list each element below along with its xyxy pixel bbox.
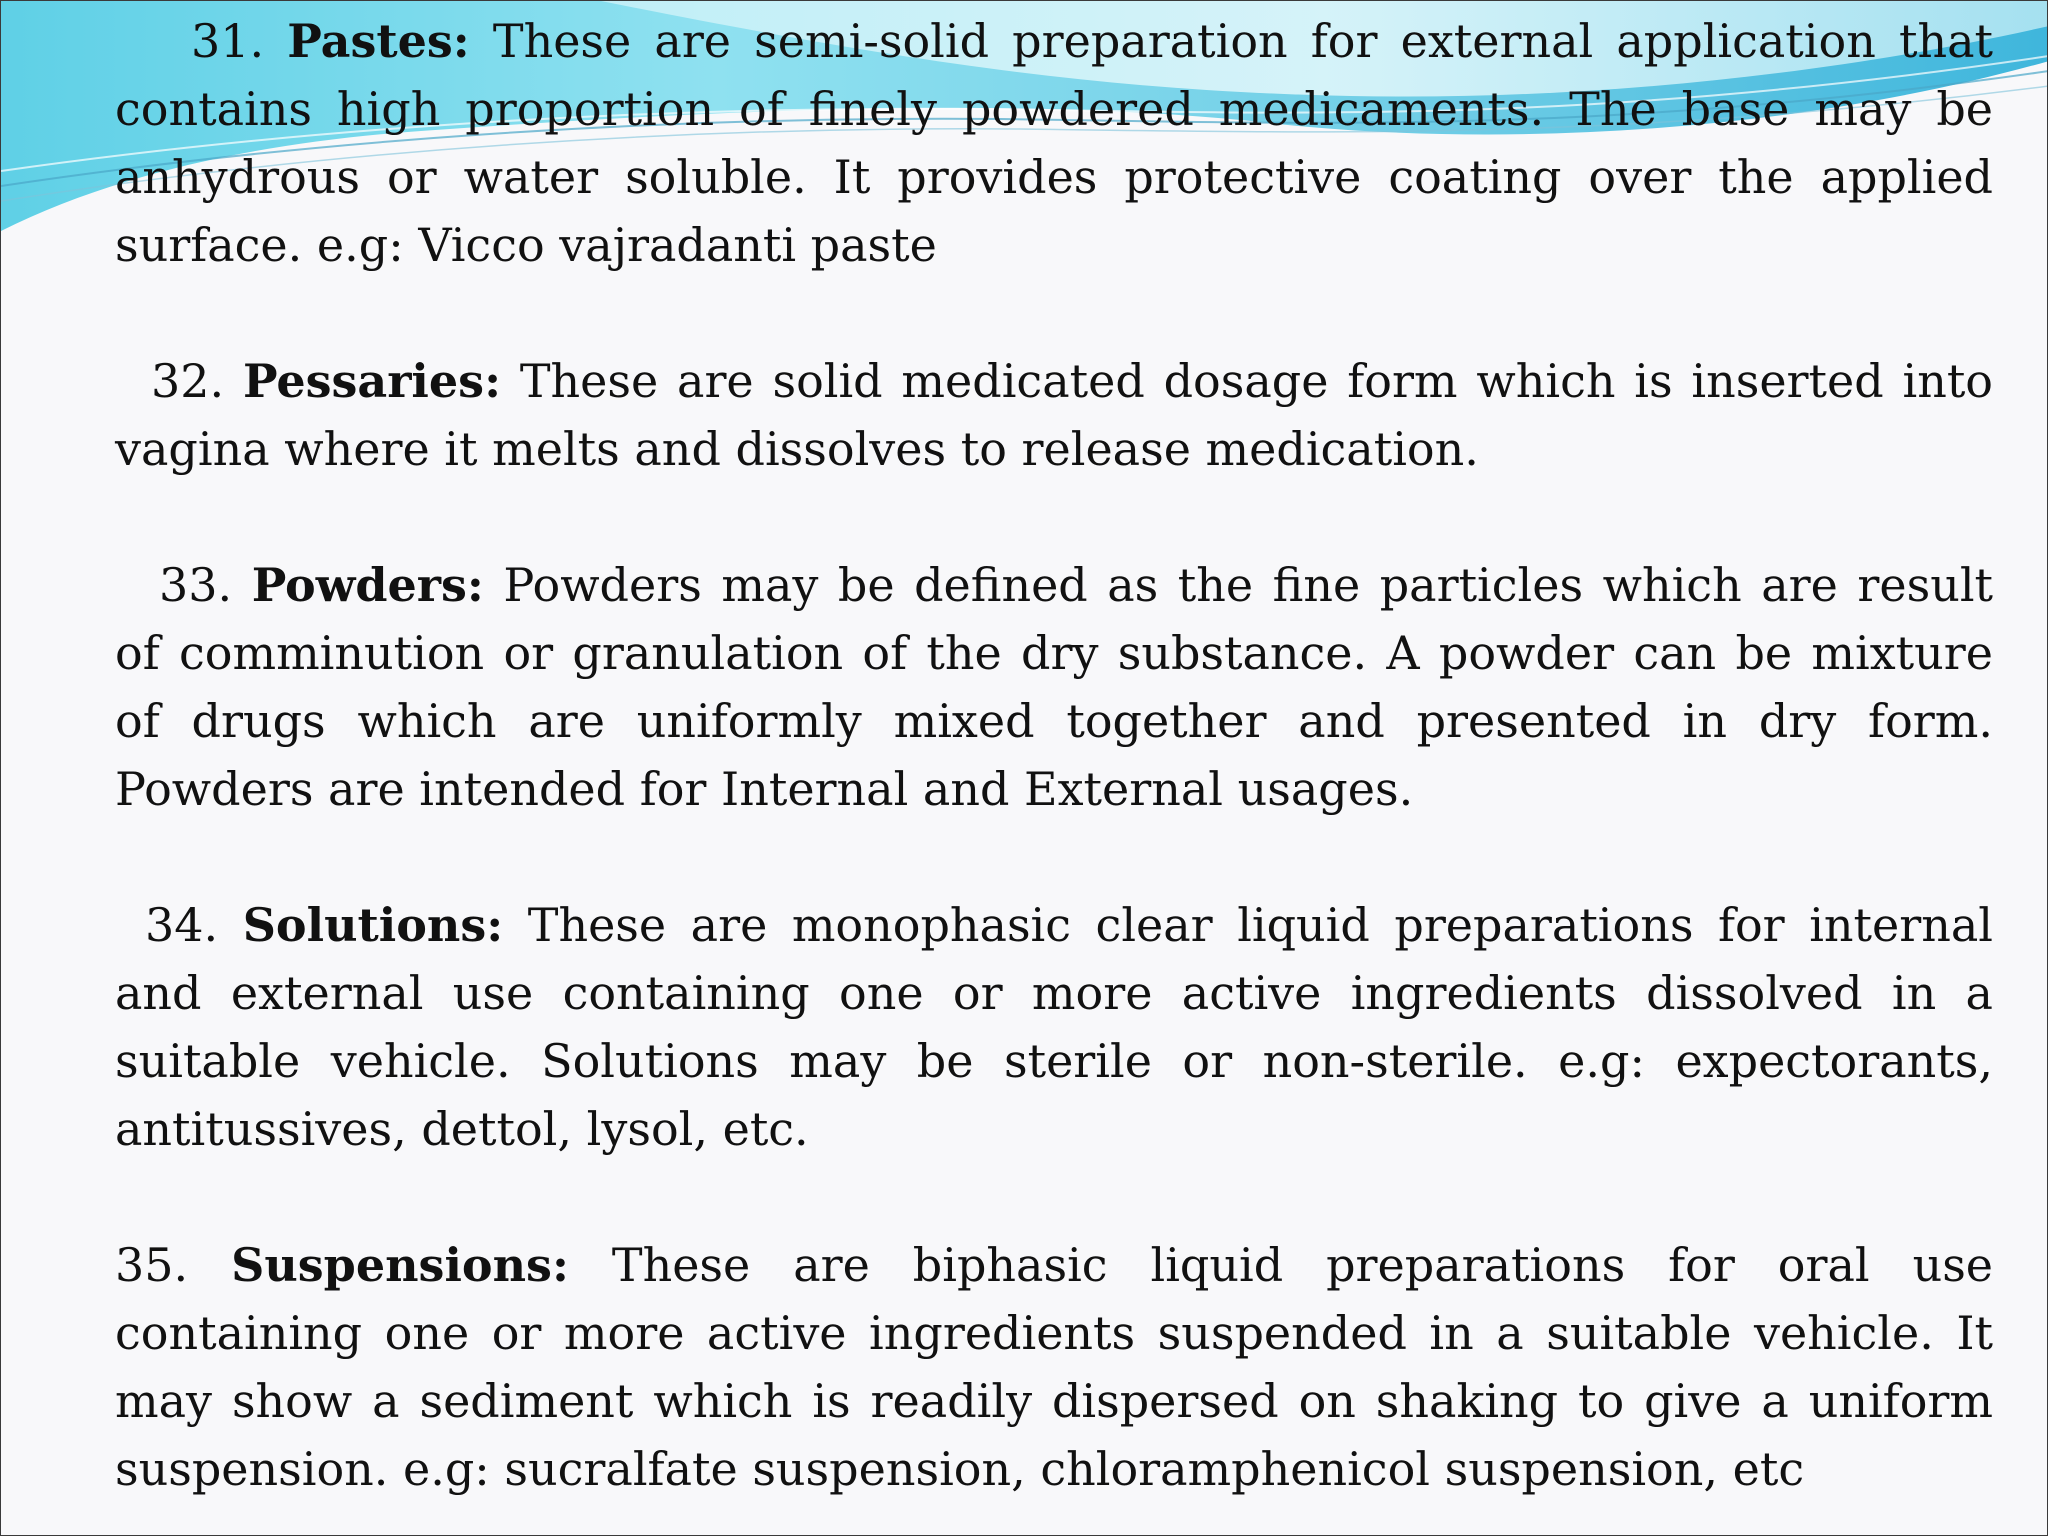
item-number: 34. — [145, 898, 219, 952]
item-description: These are solid medicated dosage form which is inserted into vagina where it melts and dissolves to release medication. — [115, 354, 1994, 476]
item-term: Suspensions: — [231, 1238, 569, 1292]
definition-powders — [115, 551, 1993, 823]
item-description: These are biphasic liquid preparations for oral use containing one or more active ingredients suspended in a suitable vehicle. It may show a sediment which is readily dispersed on shaking to give a uniform suspension. e.g: sucralfate suspension, chloramphenicol suspension, etc — [115, 1238, 1994, 1496]
item-number: 35. — [115, 1238, 189, 1292]
definition-suspensions — [115, 1231, 1993, 1503]
item-term: Pastes: — [287, 14, 470, 68]
item-term: Powders: — [251, 558, 484, 612]
item-description: These are monophasic clear liquid preparations for internal and external use containing one or more active ingredients dissolved in a suitable vehicle. Solutions may be sterile or non-sterile. e.g: expectorants, antitussives, dettol, lysol, etc. — [115, 898, 1993, 1156]
item-number: 32. — [151, 354, 225, 408]
definition-pessaries — [115, 347, 1993, 483]
item-term: Solutions: — [242, 898, 504, 952]
item-term: Pessaries: — [242, 354, 502, 408]
item-description: These are semi-solid preparation for external application that contains high proportion of finely powdered medicaments. The base may be anhydrous or water soluble. It provides protective coating over the applied surface. e.g: Vicco vajradanti paste — [115, 14, 1993, 272]
slide-content — [115, 7, 1993, 1503]
definition-pastes — [115, 7, 1993, 279]
item-description: Powders may be defined as the fine particles which are result of comminution or granulation of the dry substance. A powder can be mixture of drugs which are uniformly mixed together and presented in dry form. Powders are intended for Internal and External usages. — [115, 558, 1994, 816]
definition-solutions — [115, 891, 1993, 1163]
item-number: 33. — [159, 558, 233, 612]
item-number: 31. — [191, 14, 265, 68]
